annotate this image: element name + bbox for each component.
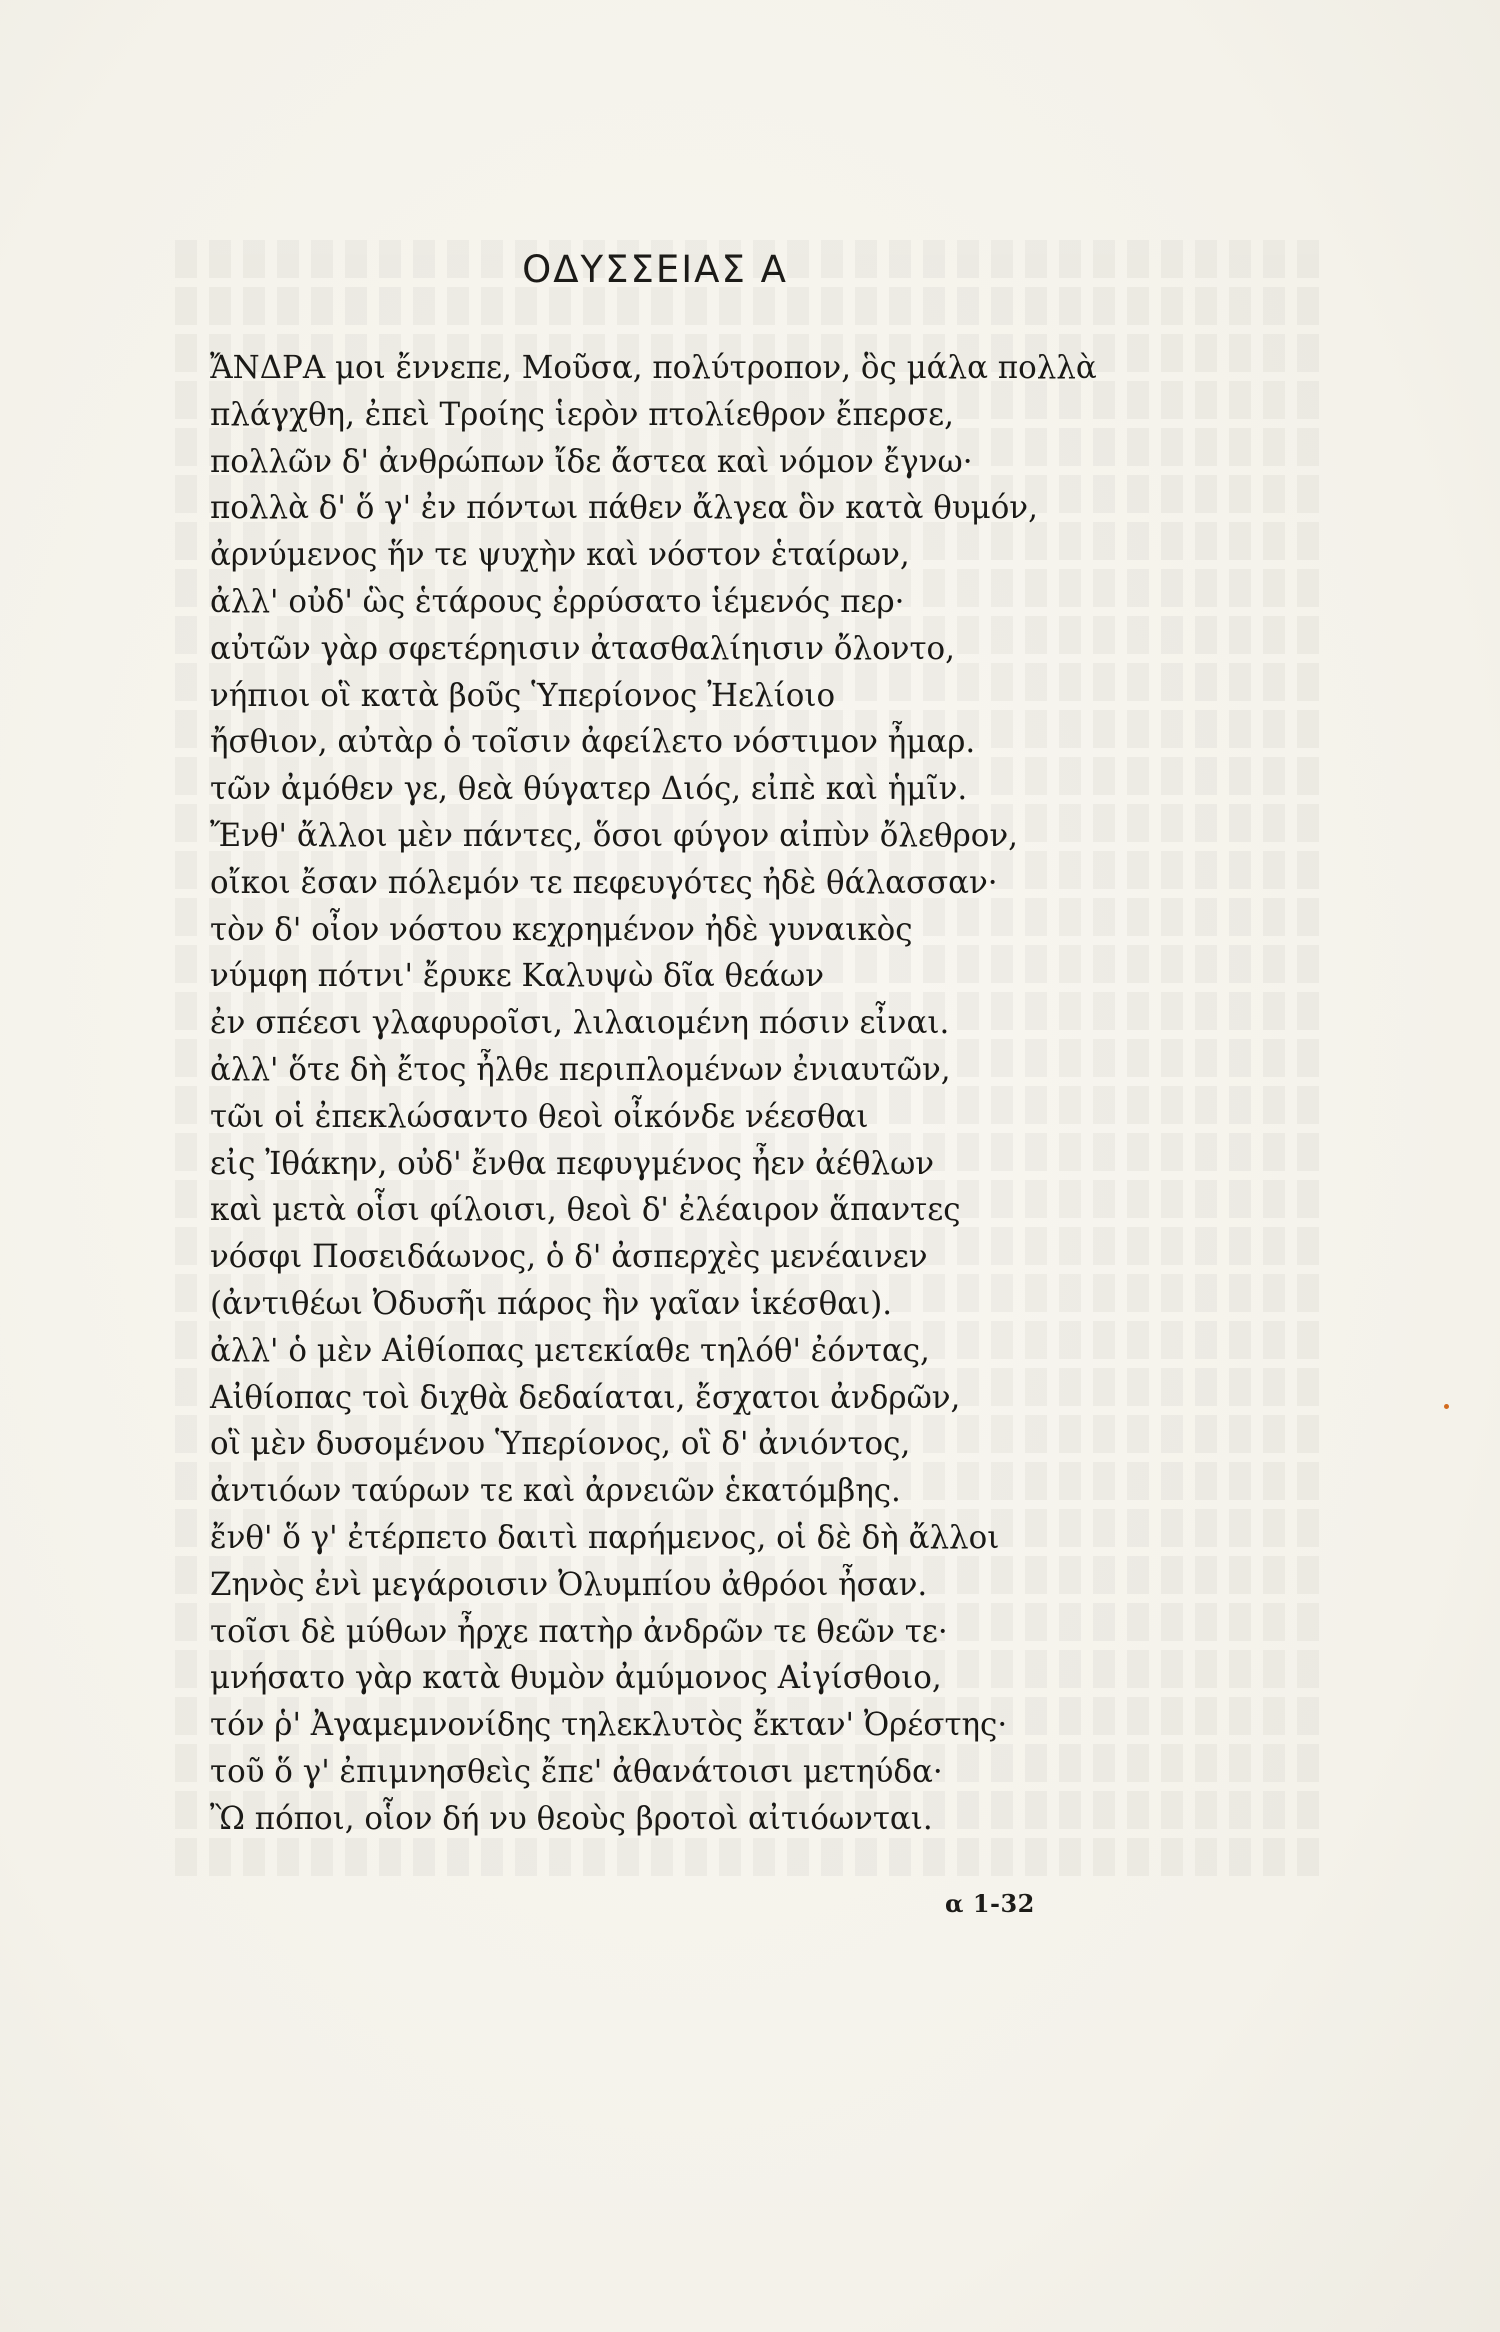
verse-line: ἤσθιον, αὐτὰρ ὁ τοῖσιν ἀφείλετο νόστιμον ἦμαρ. bbox=[210, 724, 976, 761]
verse-line: τῶν ἀμόθεν γε, θεὰ θύγατερ Διός, εἰπὲ καὶ ἡμῖν. bbox=[210, 771, 968, 808]
verse-line: ἌΝΔΡΑ μοι ἔννεπε, Μοῦσα, πολύτροπον, ὃς μάλα πολλὰ bbox=[210, 350, 1097, 386]
verse-line: νήπιοι οἳ κατὰ βοῦς Ὑπερίονος Ἠελίοιο bbox=[210, 677, 836, 714]
verse-line: αὐτῶν γὰρ σφετέρηισιν ἀτασθαλίηισιν ὄλοντο, bbox=[210, 630, 955, 667]
verse-line: πολλῶν δ' ἀνθρώπων ἴδε ἄστεα καὶ νόμον ἔγνω· bbox=[210, 443, 973, 480]
verse-line: καὶ μετὰ οἷσι φίλοισι, θεοὶ δ' ἐλέαιρον ἅπαντες bbox=[210, 1192, 961, 1229]
verse-line: οἳ μὲν δυσομένου Ὑπερίονος, οἳ δ' ἀνιόντος, bbox=[210, 1426, 911, 1463]
verse-line: τοῖσι δὲ μύθων ἦρχε πατὴρ ἀνδρῶν τε θεῶν τε· bbox=[210, 1613, 948, 1650]
verse-line: πλάγχθη, ἐπεὶ Τροίης ἱερὸν πτολίεθρον ἔπερσε, bbox=[210, 396, 954, 433]
verse-line: Ἔνθ' ἄλλοι μὲν πάντες, ὅσοι φύγον αἰπὺν ὄλεθρον, bbox=[210, 817, 1018, 854]
verse-line: τοῦ ὅ γ' ἐπιμνησθεὶς ἔπε' ἀθανάτοισι μετηύδα· bbox=[210, 1753, 943, 1790]
verse-line: ἀλλ' ὁ μὲν Αἰθίοπας μετεκίαθε τηλόθ' ἐόντας, bbox=[210, 1332, 930, 1369]
verse-line: ἐν σπέεσι γλαφυροῖσι, λιλαιομένη πόσιν εἶναι. bbox=[210, 1005, 950, 1042]
verse-line: νύμφη πότνι' ἔρυκε Καλυψὼ δῖα θεάων bbox=[210, 958, 824, 995]
verse-block bbox=[210, 345, 1270, 1843]
verse-line: οἴκοι ἔσαν πόλεμόν τε πεφευγότες ἠδὲ θάλασσαν· bbox=[210, 864, 998, 901]
verse-line: ἀντιόων ταύρων τε καὶ ἀρνειῶν ἑκατόμβης. bbox=[210, 1473, 901, 1510]
verse-line: εἰς Ἰθάκην, οὐδ' ἔνθα πεφυγμένος ἦεν ἀέθλων bbox=[210, 1145, 935, 1182]
verse-line: Ζηνὸς ἐνὶ μεγάροισιν Ὀλυμπίου ἀθρόοι ἦσαν. bbox=[210, 1566, 928, 1603]
verse-line: ἀλλ' οὐδ' ὣς ἑτάρους ἐρρύσατο ἱέμενός περ· bbox=[210, 583, 905, 620]
verse-line: ἀρνύμενος ἥν τε ψυχὴν καὶ νόστον ἑταίρων, bbox=[210, 537, 910, 574]
verse-line: Αἰθίοπας τοὶ διχθὰ δεδαίαται, ἔσχατοι ἀνδρῶν, bbox=[210, 1379, 961, 1416]
verse-line: μνήσατο γὰρ κατὰ θυμὸν ἀμύμονος Αἰγίσθοιο, bbox=[210, 1660, 942, 1697]
verse-line: Ὢ πόποι, οἷον δή νυ θεοὺς βροτοὶ αἰτιόωνται. bbox=[210, 1800, 933, 1837]
verse-line: τόν ῥ' Ἀγαμεμνονίδης τηλεκλυτὸς ἔκταν' Ὀρέστης· bbox=[210, 1707, 1008, 1744]
verse-line: πολλὰ δ' ὅ γ' ἐν πόντωι πάθεν ἄλγεα ὃν κατὰ θυμόν, bbox=[210, 490, 1038, 527]
line-reference: α 1-32 bbox=[945, 1889, 1035, 1918]
book-title: ΟΔΥΣΣΕΙΑΣ Α bbox=[522, 248, 788, 291]
verse-line: νόσφι Ποσειδάωνος, ὁ δ' ἀσπερχὲς μενέαινεν bbox=[210, 1239, 928, 1276]
verse-line: τῶι οἱ ἐπεκλώσαντο θεοὶ οἶκόνδε νέεσθαι bbox=[210, 1098, 869, 1135]
verse-line: ἀλλ' ὅτε δὴ ἔτος ἦλθε περιπλομένων ἐνιαυτῶν, bbox=[210, 1051, 951, 1088]
verse-line: ἔνθ' ὅ γ' ἐτέρπετο δαιτὶ παρήμενος, οἱ δὲ δὴ ἄλλοι bbox=[210, 1519, 1000, 1556]
verse-line: (ἀντιθέωι Ὀδυσῆι πάρος ἣν γαῖαν ἱκέσθαι). bbox=[210, 1285, 893, 1322]
verse-line: τὸν δ' οἶον νόστου κεχρημένον ἠδὲ γυναικὸς bbox=[210, 911, 913, 948]
ink-speck bbox=[1444, 1404, 1449, 1409]
